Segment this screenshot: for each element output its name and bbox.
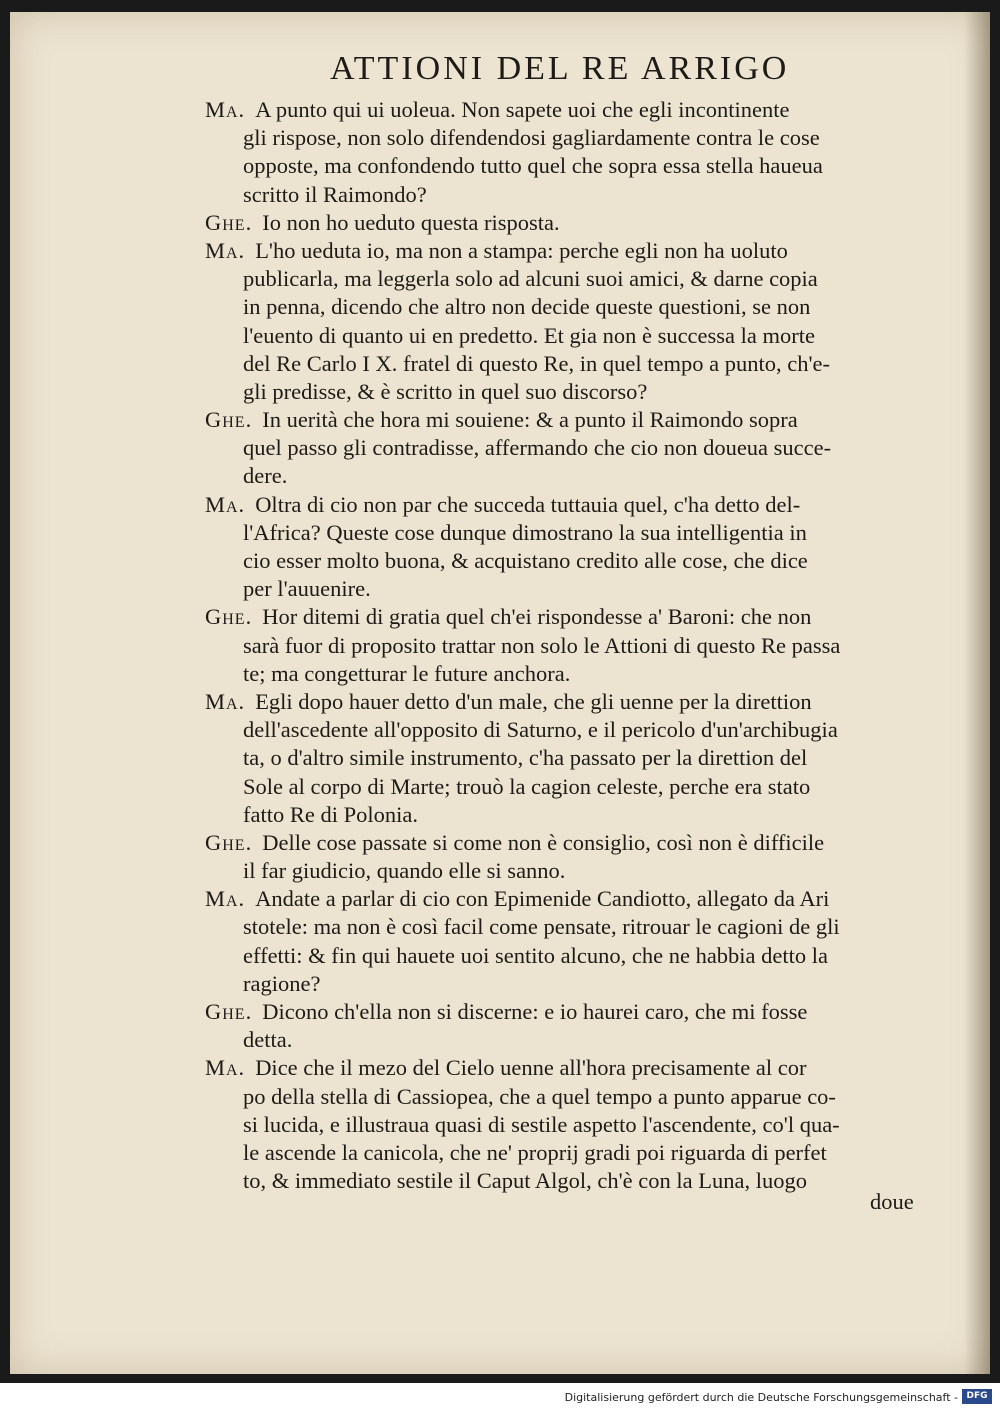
line-text: effetti: & fin qui hauete uoi sentito alcuno, che ne habbia detto la <box>243 942 829 968</box>
text-line <box>205 1026 920 1054</box>
text-line <box>205 688 920 716</box>
line-text: si lucida, e illustraua quasi di sestile aspetto l'ascendente, co'l qua- <box>243 1111 840 1137</box>
text-line <box>205 801 920 829</box>
speaker-label: Ghe. <box>205 999 253 1024</box>
text-line <box>205 96 920 124</box>
line-text: Dice che il mezo del Cielo uenne all'hora precisamente al cor <box>255 1055 807 1081</box>
line-text: gli rispose, non solo difendendosi gagliardamente contra le cose <box>243 125 820 151</box>
text-line <box>205 603 920 631</box>
line-text: Egli dopo hauer detto d'un male, che gli uenne per la direttion <box>255 688 812 714</box>
line-text: opposte, ma confondendo tutto quel che sopra essa stella haueua <box>243 153 823 179</box>
line-text: dere. <box>243 463 288 489</box>
text-line <box>205 237 920 265</box>
line-text: cio esser molto buona, & acquistano credito alle cose, che dice <box>243 548 808 573</box>
gutter-shadow <box>964 12 990 1374</box>
line-text: il far giudicio, quando elle si sanno. <box>243 858 566 884</box>
line-text: Dicono ch'ella non si discerne: e io haurei caro, che mi fosse <box>262 999 808 1024</box>
line-text: to, & immediato sestile il Caput Algol, ch'è con la Luna, luogo <box>243 1168 807 1194</box>
text-line <box>205 716 920 744</box>
speaker-label: Ghe. <box>205 407 253 433</box>
speaker-label: Ghe. <box>205 829 253 855</box>
body-text <box>205 96 920 1195</box>
line-text: po della stella di Cassiopea, che a quel tempo a punto apparue co- <box>243 1083 836 1109</box>
text-line <box>205 942 920 970</box>
line-text: L'ho ueduta io, ma non a stampa: perche egli non ha uoluto <box>255 237 788 263</box>
speaker-label: Ghe. <box>205 209 253 235</box>
text-line <box>205 885 920 913</box>
line-text: del Re Carlo I X. fratel di questo Re, in quel tempo a punto, ch'e- <box>243 350 831 376</box>
speaker-label: Ma. <box>205 491 246 517</box>
text-line <box>205 491 920 519</box>
text-line <box>205 970 920 998</box>
text-line <box>205 1111 920 1139</box>
text-line <box>205 293 920 321</box>
line-text: le ascende la canicola, che ne' proprij gradi poi riguarda di perfet <box>243 1139 827 1165</box>
line-text: publicarla, ma leggerla solo ad alcuni suoi amici, & darne copia <box>243 266 818 292</box>
line-text: quel passo gli contradisse, affermando che cio non doueua succe- <box>243 435 832 461</box>
text-line <box>205 434 920 462</box>
line-text: stotele: ma non è così facil come pensate, ritrouar le cagioni de gli <box>243 914 840 940</box>
text-line <box>205 660 920 688</box>
speaker-label: Ma. <box>205 688 246 714</box>
text-line <box>205 378 920 406</box>
line-text: Io non ho ueduto questa risposta. <box>262 209 560 235</box>
line-text: Sole al corpo di Marte; trouò la cagion celeste, perche era stato <box>243 773 811 799</box>
text-line <box>205 209 920 237</box>
text-line <box>205 913 920 941</box>
text-line <box>205 350 920 378</box>
text-line <box>205 181 920 209</box>
line-text: Hor ditemi di gratia quel ch'ei rispondesse a' Baroni: che non <box>262 604 812 630</box>
text-line <box>205 124 920 152</box>
speaker-label: Ma. <box>205 97 246 122</box>
line-text: sarà fuor di proposito trattar non solo le Attioni di questo Re passa <box>243 632 841 658</box>
text-line <box>205 1054 920 1082</box>
line-text: l'Africa? Queste cose dunque dimostrano la sua intelligentia in <box>243 519 807 545</box>
running-head: ATTIONI DEL RE ARRIGO <box>330 50 790 87</box>
line-text: fatto Re di Polonia. <box>243 801 418 827</box>
text-line <box>205 152 920 180</box>
dfg-logo-icon[interactable]: DFG <box>962 1389 992 1404</box>
line-text: ragione? <box>243 970 321 996</box>
text-line <box>205 406 920 434</box>
line-text: dell'ascedente all'opposito di Saturno, e il pericolo d'un'archibugia <box>243 717 838 743</box>
catchword: doue <box>870 1189 914 1214</box>
text-line <box>205 575 920 603</box>
speaker-label: Ghe. <box>205 604 253 630</box>
text-line <box>205 829 920 857</box>
text-line <box>205 1167 920 1195</box>
text-line <box>205 519 920 547</box>
line-text: Oltra di cio non par che succeda tuttauia quel, c'ha detto del- <box>255 491 801 517</box>
line-text: scritto il Raimondo? <box>243 181 427 207</box>
line-text: In uerità che hora mi souiene: & a punto il Raimondo sopra <box>262 407 798 433</box>
text-line <box>205 773 920 801</box>
text-line <box>205 322 920 350</box>
text-line <box>205 1139 920 1167</box>
footer-credit: Digitalisierung gefördert durch die Deutsche Forschungsgemeinschaft - <box>564 1391 958 1404</box>
text-line <box>205 1083 920 1111</box>
footer-bar <box>0 1383 1000 1411</box>
line-text: Delle cose passate si come non è consiglio, così non è difficile <box>262 829 825 855</box>
line-text: l'euento di quanto ui en predetto. Et gia non è successa la morte <box>243 322 816 348</box>
text-line <box>205 265 920 293</box>
speaker-label: Ma. <box>205 1055 246 1081</box>
text-line <box>205 462 920 490</box>
text-line <box>205 857 920 885</box>
text-line <box>205 547 920 575</box>
line-text: per l'auuenire. <box>243 576 371 602</box>
line-text: ta, o d'altro simile instrumento, c'ha passato per la direttion del <box>243 745 808 771</box>
text-line <box>205 998 920 1026</box>
speaker-label: Ma. <box>205 886 246 912</box>
line-text: gli predisse, & è scritto in quel suo discorso? <box>243 378 648 404</box>
text-line <box>205 632 920 660</box>
line-text: detta. <box>243 1027 293 1053</box>
line-text: te; ma congetturar le future anchora. <box>243 660 571 686</box>
line-text: in penna, dicendo che altro non decide queste questioni, se non <box>243 294 811 320</box>
text-line <box>205 744 920 772</box>
line-text: Andate a parlar di cio con Epimenide Candiotto, allegato da Ari <box>255 886 830 912</box>
speaker-label: Ma. <box>205 237 246 263</box>
line-text: A punto qui ui uoleua. Non sapete uoi che egli incontinente <box>255 97 790 122</box>
